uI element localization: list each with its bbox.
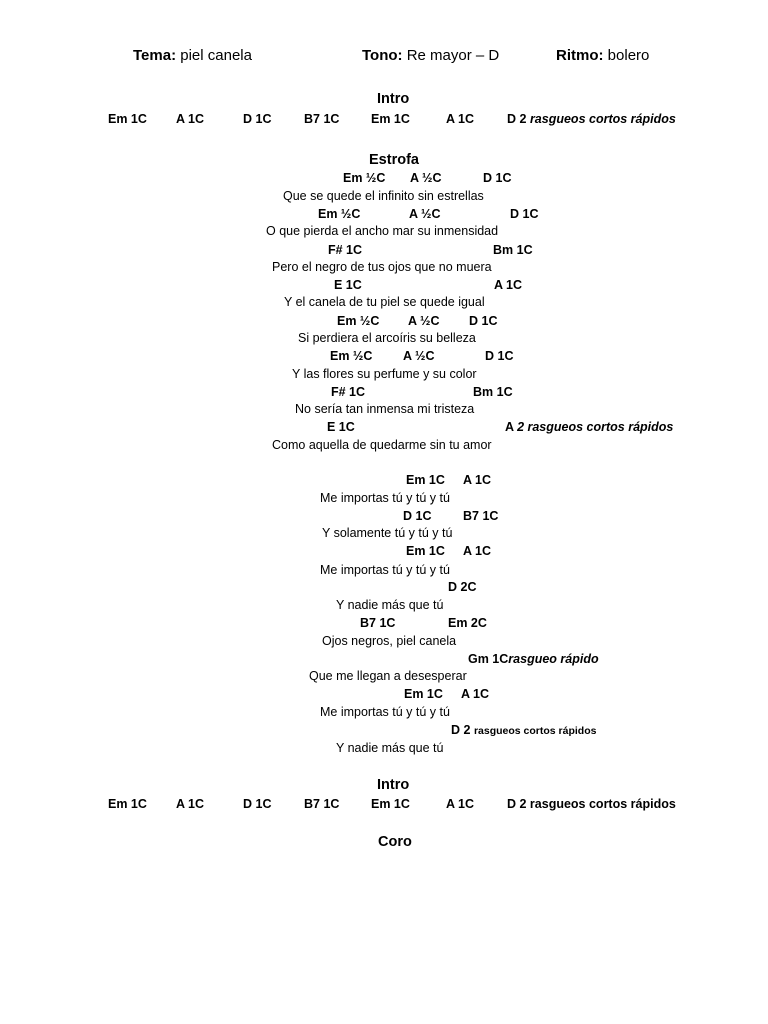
intro-chord: Em 1C bbox=[108, 797, 147, 811]
lyric-line: Como aquella de quedarme sin tu amor bbox=[272, 438, 492, 452]
intro-chord: D 1C bbox=[243, 112, 272, 126]
strum-note: 2 rasgueos cortos rápidos bbox=[517, 420, 674, 434]
chord: A 1C bbox=[461, 687, 490, 701]
chord: F# 1C bbox=[331, 385, 366, 399]
chord: Em 1C bbox=[406, 473, 445, 487]
intro-strum-note: rasgueos cortos rápidos bbox=[529, 112, 676, 126]
tono-field bbox=[362, 47, 499, 64]
intro-chord: B7 1C bbox=[304, 112, 340, 126]
intro-chord: Em 1C bbox=[371, 797, 410, 811]
intro-last-chord-name: D 2 bbox=[507, 112, 527, 126]
chord: D 1C bbox=[469, 314, 498, 328]
ritmo-value: bolero bbox=[607, 47, 650, 64]
tono-label: Tono: bbox=[362, 47, 403, 64]
chord: A 1C bbox=[463, 473, 492, 487]
ritmo-label: Ritmo: bbox=[556, 47, 604, 64]
lyric-line: Pero el negro de tus ojos que no muera bbox=[272, 260, 492, 274]
chord: E 1C bbox=[334, 278, 362, 292]
chord: B7 1C bbox=[463, 509, 499, 523]
chord: A bbox=[505, 420, 514, 434]
intro-chord: B7 1C bbox=[304, 797, 340, 811]
lyric-line: Y nadie más que tú bbox=[336, 598, 444, 612]
chord: Em ½C bbox=[343, 171, 386, 185]
tema-value: piel canela bbox=[180, 47, 252, 64]
chord: A 1C bbox=[494, 278, 523, 292]
intro-chord: A 1C bbox=[446, 112, 475, 126]
section-title-intro: Intro bbox=[377, 777, 410, 793]
tema-label: Tema: bbox=[133, 47, 177, 64]
chord: A ½C bbox=[408, 314, 440, 328]
chord-with-note bbox=[468, 652, 599, 666]
intro-chord: A 1C bbox=[176, 797, 205, 811]
lyric-line: O que pierda el ancho mar su inmensidad bbox=[266, 224, 499, 238]
chord-with-note bbox=[451, 723, 596, 737]
section-title-estrofa: Estrofa bbox=[369, 152, 419, 168]
intro-chord: A 1C bbox=[446, 797, 475, 811]
ritmo-field bbox=[556, 47, 649, 64]
chord: D 2 bbox=[451, 723, 471, 737]
chord: F# 1C bbox=[328, 243, 363, 257]
chord: Em ½C bbox=[330, 349, 373, 363]
lyric-line: Y nadie más que tú bbox=[336, 741, 444, 755]
chord: D 1C bbox=[403, 509, 432, 523]
lyric-line: Y las flores su perfume y su color bbox=[292, 367, 477, 381]
lyric-line: Me importas tú y tú y tú bbox=[320, 563, 450, 577]
strum-note: rasgueos cortos rápidos bbox=[473, 725, 597, 737]
chord: A 1C bbox=[463, 544, 492, 558]
chord: D 1C bbox=[485, 349, 514, 363]
chord-with-note bbox=[505, 420, 673, 434]
lyric-line: Me importas tú y tú y tú bbox=[320, 491, 450, 505]
chord: B7 1C bbox=[360, 616, 396, 630]
intro-last-chord: D 2 rasgueos cortos rápidos bbox=[507, 797, 676, 811]
lyric-line: Ojos negros, piel canela bbox=[322, 634, 457, 648]
chord: Em ½C bbox=[337, 314, 380, 328]
chord: A ½C bbox=[403, 349, 435, 363]
chord: Bm 1C bbox=[493, 243, 533, 257]
section-title-coro: Coro bbox=[378, 834, 412, 850]
chord: E 1C bbox=[327, 420, 355, 434]
chord: Gm 1C bbox=[468, 652, 509, 666]
chord: Em 1C bbox=[404, 687, 443, 701]
lyric-line: No sería tan inmensa mi tristeza bbox=[295, 402, 475, 416]
lyric-line: Y el canela de tu piel se quede igual bbox=[284, 295, 485, 309]
intro-chord: Em 1C bbox=[108, 112, 147, 126]
intro-chord: A 1C bbox=[176, 112, 205, 126]
chord: D 2C bbox=[448, 580, 477, 594]
tema-field bbox=[133, 47, 252, 64]
lyric-line: Que se quede el infinito sin estrellas bbox=[283, 189, 484, 203]
chord: D 1C bbox=[510, 207, 539, 221]
lyric-line: Si perdiera el arcoíris su belleza bbox=[298, 331, 476, 345]
section-title-intro: Intro bbox=[377, 91, 410, 107]
lyric-line: Me importas tú y tú y tú bbox=[320, 705, 450, 719]
chord: Em ½C bbox=[318, 207, 361, 221]
strum-note: rasgueo rápido bbox=[508, 652, 599, 666]
intro-chord: Em 1C bbox=[371, 112, 410, 126]
chord: Bm 1C bbox=[473, 385, 513, 399]
tono-value: Re mayor – D bbox=[406, 47, 500, 64]
chord: A ½C bbox=[409, 207, 441, 221]
chord: Em 1C bbox=[406, 544, 445, 558]
lyric-line: Y solamente tú y tú y tú bbox=[322, 526, 453, 540]
lyric-line: Que me llegan a desesperar bbox=[309, 669, 467, 683]
intro-last-chord bbox=[507, 112, 676, 126]
chord: D 1C bbox=[483, 171, 512, 185]
chord: A ½C bbox=[410, 171, 442, 185]
intro-chord: D 1C bbox=[243, 797, 272, 811]
chord: Em 2C bbox=[448, 616, 487, 630]
